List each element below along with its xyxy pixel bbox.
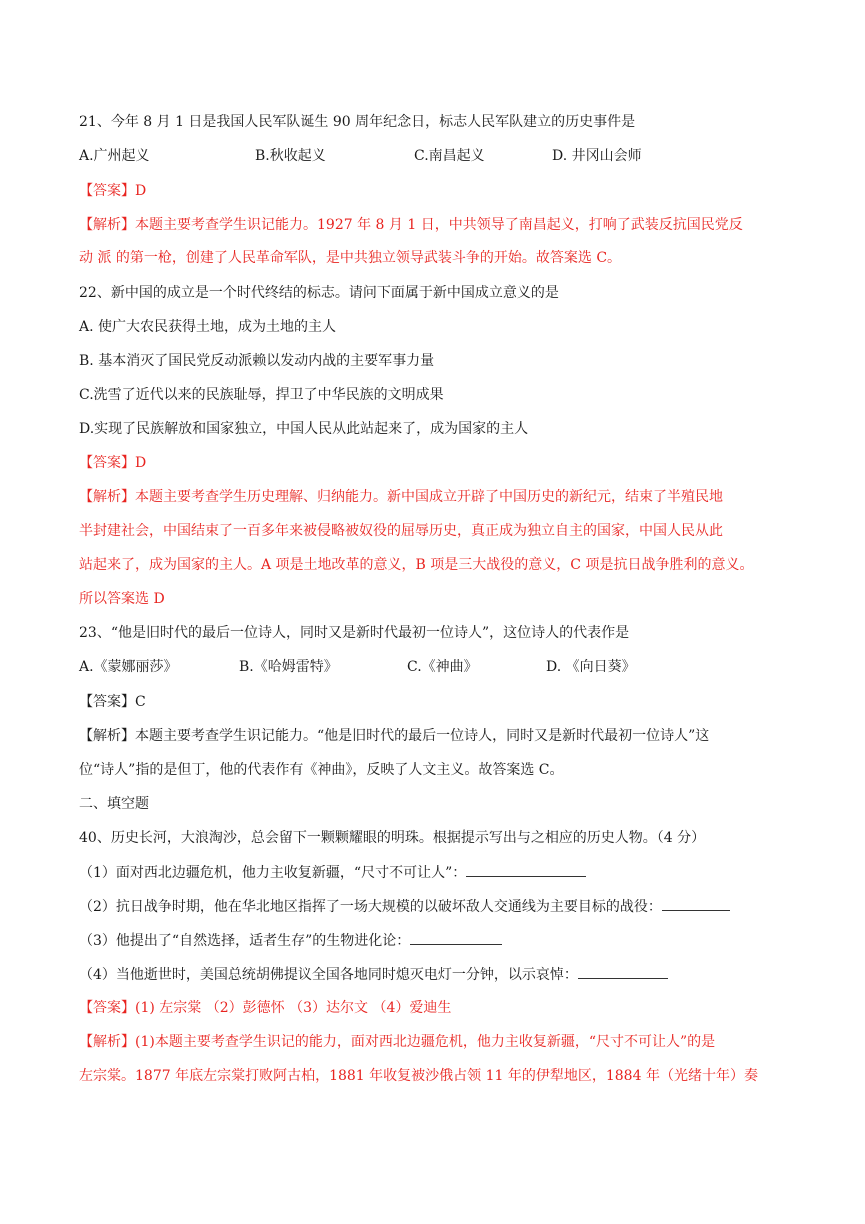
q21-option-a: A.广州起义 [79,148,150,164]
q21-option-d: D. 井冈山会师 [552,148,642,164]
q22-analysis-line-3: 站起来了，成为国家的主人。A 项是土地改革的意义，B 项是三大战役的意义，C 项是抗日战争胜利的意义。 [79,557,754,573]
answer-value: D [135,455,147,471]
q22-option-c: C.洗雪了近代以来的民族耻辱，捍卫了中华民族的文明成果 [79,387,444,403]
q40-answer [79,998,451,1018]
q22-option-a: A. 使广大农民获得土地，成为土地的主人 [79,319,337,335]
q21-option-c: C.南昌起义 [414,148,485,164]
analysis-tag: 【解析】 [79,728,135,744]
item-text: （2）抗日战争时期，他在华北地区指挥了一场大规模的以破坏敌人交通线为主要目标的战役： [79,899,662,915]
answer-value: D [135,183,147,199]
analysis-text: 本题主要考查学生识记能力。“他是旧时代的最后一位诗人，同时又是新时代最初一位诗人”这 [135,728,710,744]
q23-analysis-line-1 [79,726,709,746]
q40-stem: 40、历史长河，大浪淘沙，总会留下一颗颗耀眼的明珠。根据提示写出与之相应的历史人物。（4 分） [79,830,706,846]
q40-analysis-line-1 [79,1032,715,1052]
item-text: （1）面对西北边疆危机，他力主收复新疆，“尺寸不可让人”： [79,865,467,881]
item-text: （3）他提出了“自然选择，适者生存”的生物进化论： [79,933,411,949]
q40-item-4 [79,964,668,985]
q40-item-3 [79,930,502,951]
q23-option-b: B.《哈姆雷特》 [239,659,338,675]
answer-blank-4[interactable] [578,964,668,979]
q21-analysis-line-2: 动 派 的第一枪，创建了人民革命军队，是中共独立领导武装斗争的开始。故答案选 C。 [79,250,622,266]
section-title-fill-in: 二、填空题 [79,796,149,812]
q40-item-2 [79,896,730,917]
q22-option-d: D.实现了民族解放和国家独立，中国人民从此站起来了，成为国家的主人 [79,421,529,437]
q23-option-d: D. 《向日葵》 [546,659,636,675]
answer-tag: 【答案】 [79,455,135,471]
answer-tag: 【答案】 [79,1000,135,1016]
answer-blank-3[interactable] [410,930,502,945]
analysis-tag: 【解析】 [79,489,135,505]
q22-option-b: B. 基本消灭了国民党反动派赖以发动内战的主要军事力量 [79,353,435,369]
answer-value: C [135,694,146,710]
q23-option-c: C.《神曲》 [407,659,478,675]
q23-stem: 23、“他是旧时代的最后一位诗人，同时又是新时代最初一位诗人”，这位诗人的代表作是 [79,625,630,641]
q40-item-1 [79,862,586,883]
answer-blank-1[interactable] [466,862,586,877]
analysis-text: 本题主要考查学生识记能力。1927 年 8 月 1 日，中共领导了南昌起义，打响了武装反抗国民党反 [135,217,743,233]
analysis-tag: 【解析】 [79,1034,135,1050]
analysis-text: (1)本题主要考查学生识记的能力，面对西北边疆危机，他力主收复新疆，“尺寸不可让人”的是 [135,1034,716,1050]
answer-tag: 【答案】 [79,694,135,710]
q22-answer [79,453,146,473]
answer-tag: 【答案】 [79,183,135,199]
q40-analysis-line-2: 左宗棠。1877 年底左宗棠打败阿古柏，1881 年收复被沙俄占领 11 年的伊犁地区，1884 年（光绪十年）奏 [79,1068,758,1084]
q21-analysis-line-1 [79,215,743,235]
q23-answer [79,692,146,712]
item-text: （4）当他逝世时，美国总统胡佛提议全国各地同时熄灭电灯一分钟，以示哀悼： [79,967,578,983]
analysis-tag: 【解析】 [79,217,135,233]
q21-option-b: B.秋收起义 [255,148,326,164]
q21-answer [79,181,146,201]
q22-stem: 22、新中国的成立是一个时代终结的标志。请问下面属于新中国成立意义的是 [79,285,559,301]
answer-value: (1) 左宗棠 （2）彭德怀 （3）达尔文 （4）爱迪生 [135,1000,452,1016]
q22-analysis-line-4: 所以答案选 D [79,591,165,607]
q21-stem: 21、今年 8 月 1 日是我国人民军队诞生 90 周年纪念日，标志人民军队建立的历史事件是 [79,114,636,130]
q23-analysis-line-2: 位“诗人”指的是但丁，他的代表作有《神曲》，反映了人文主义。故答案选 C。 [79,762,564,778]
answer-blank-2[interactable] [662,896,730,911]
q23-option-a: A.《蒙娜丽莎》 [79,659,178,675]
q22-analysis-line-1 [79,487,723,507]
analysis-text: 本题主要考查学生历史理解、归纳能力。新中国成立开辟了中国历史的新纪元，结束了半殖民地 [135,489,723,505]
q22-analysis-line-2: 半封建社会，中国结束了一百多年来被侵略被奴役的屈辱历史，真正成为独立自主的国家，中国人民从此 [79,523,723,539]
